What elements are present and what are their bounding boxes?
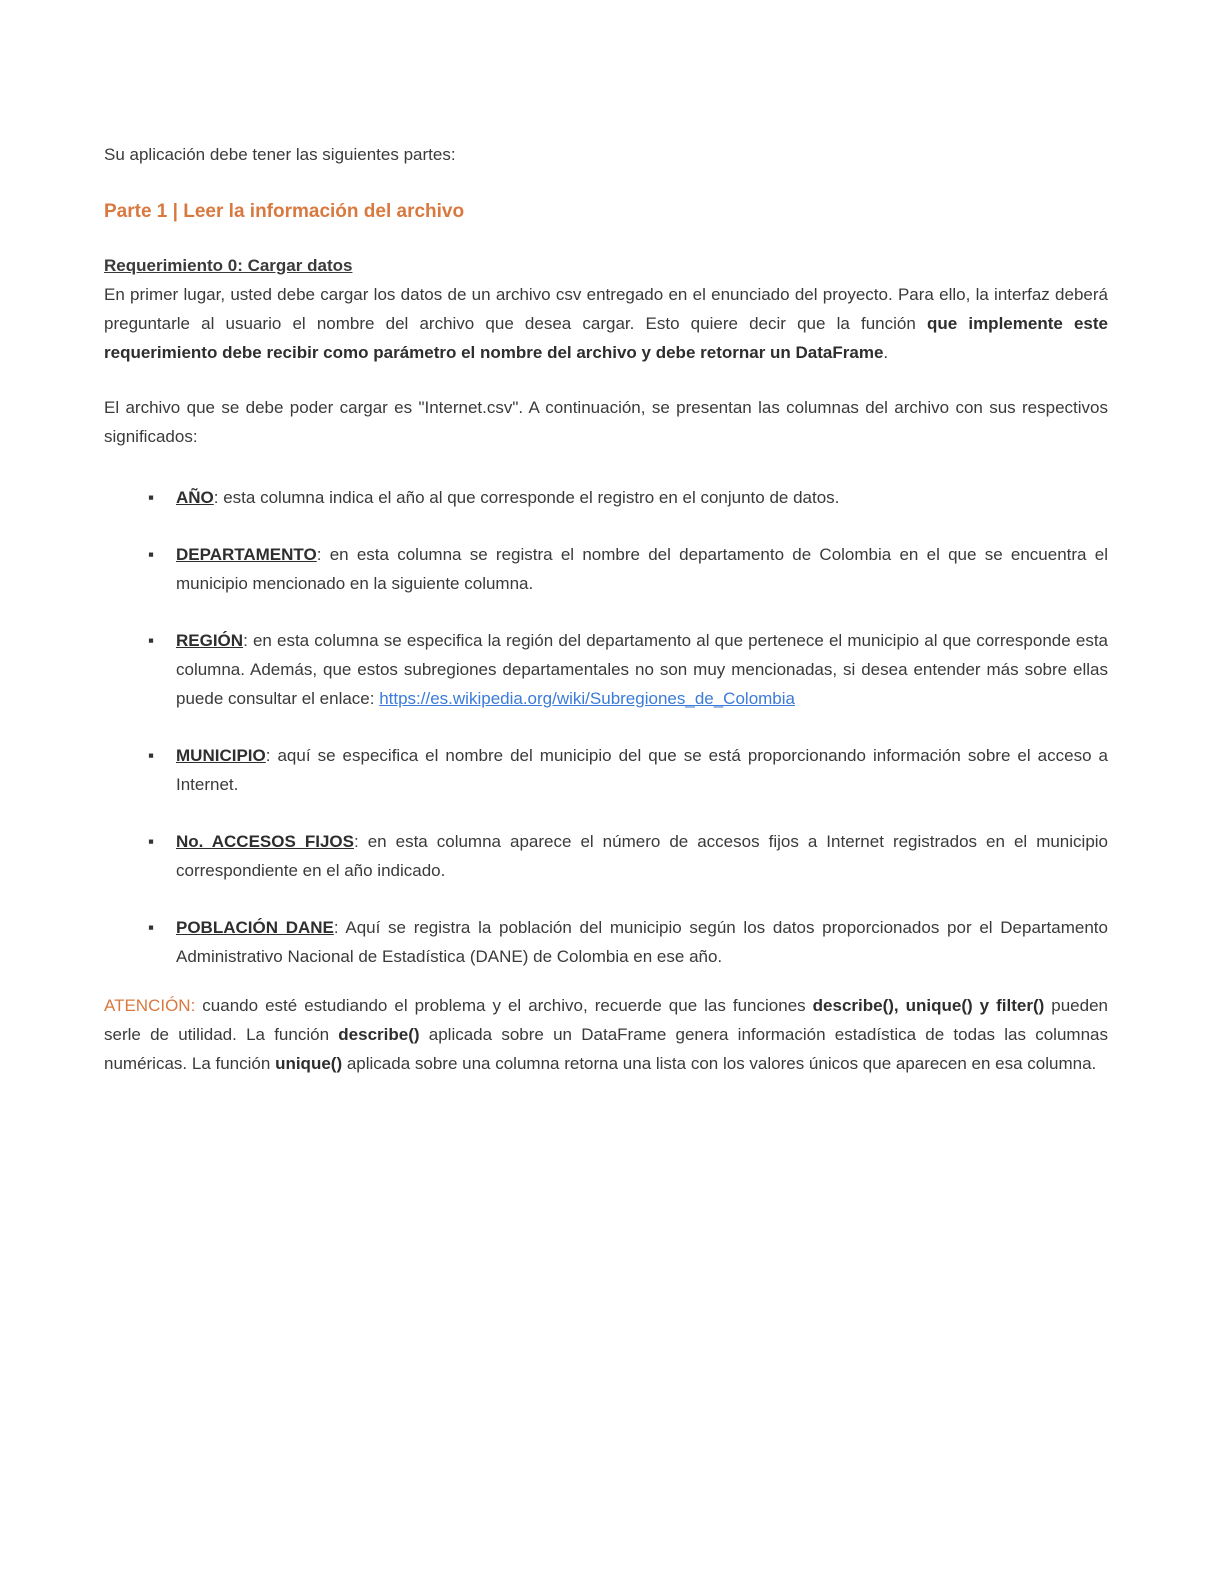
column-name: REGIÓN — [176, 631, 244, 650]
attention-label: ATENCIÓN: — [104, 996, 196, 1015]
function-unique: unique() — [275, 1054, 343, 1073]
list-item — [147, 741, 1108, 799]
requirement-text-part1: En primer lugar, usted debe cargar los datos de un archivo csv entregado en el enunciado del proyecto. Para ello, la interfaz deberá preguntarle al usuario el nombre del archivo que desea cargar. Esto quiere decir que la función — [104, 285, 1108, 333]
function-names: describe(), unique() y filter() — [812, 996, 1045, 1015]
list-item — [147, 626, 1108, 713]
function-describe: describe() — [338, 1025, 420, 1044]
column-name: DEPARTAMENTO — [176, 545, 317, 564]
column-list — [104, 483, 1108, 971]
subregions-link[interactable]: https://es.wikipedia.org/wiki/Subregiones_de_Colombia — [379, 689, 795, 708]
requirement-text-strong: que implemente este requerimiento debe recibir como parámetro el nombre del archivo y debe retornar un DataFrame — [104, 314, 1108, 362]
requirement-title: Requerimiento 0: Cargar datos — [104, 256, 353, 275]
attention-text: aplicada sobre una columna retorna una lista con los valores únicos que aparecen en esa columna. — [342, 1054, 1097, 1073]
attention-text: pueden serle de utilidad. La función — [104, 996, 1108, 1044]
document-page — [104, 140, 1108, 1078]
bullet-icon: ▪ — [147, 545, 155, 564]
bullet-icon: ▪ — [147, 832, 155, 851]
column-description: : en esta columna se especifica la región del departamento al que pertenece el municipio al que corresponde esta columna. Además, que estos subregiones departamentales no son muy mencionadas, si desea entender más sobre ellas puede consultar el enlace: — [176, 631, 1108, 708]
attention-paragraph — [104, 991, 1108, 1078]
list-item — [147, 540, 1108, 598]
column-description: : Aquí se registra la población del municipio según los datos proporcionados por el Departamento Administrativo Nacional de Estadística (DANE) de Colombia en ese año. — [176, 918, 1108, 966]
part1-heading: Parte 1 | Leer la información del archivo — [104, 201, 465, 222]
file-description: El archivo que se debe poder cargar es "Internet.csv". A continuación, se presentan las columnas del archivo con sus respectivos significados: — [104, 398, 1108, 446]
list-item — [147, 483, 1108, 512]
column-name: No. ACCESOS FIJOS — [176, 832, 354, 851]
column-description: : en esta columna aparece el número de accesos fijos a Internet registrados en el municipio correspondiente en el año indicado. — [176, 832, 1109, 880]
column-name: AÑO — [176, 488, 214, 507]
bullet-icon: ▪ — [147, 631, 155, 650]
column-description: : aquí se especifica el nombre del municipio del que se está proporcionando información sobre el acceso a Internet. — [176, 746, 1108, 794]
requirement-text — [104, 280, 1108, 367]
attention-text: cuando esté estudiando el problema y el archivo, recuerde que las funciones — [195, 996, 806, 1015]
requirement-text-part2: . — [883, 343, 889, 362]
bullet-icon: ▪ — [147, 488, 155, 507]
intro-text: Su aplicación debe tener las siguientes partes: — [104, 145, 456, 164]
column-description: : en esta columna se registra el nombre del departamento de Colombia en el que se encuentra el municipio mencionado en la siguiente columna. — [176, 545, 1108, 593]
list-item — [147, 827, 1109, 885]
attention-text: aplicada sobre un DataFrame genera información estadística de todas las columnas numéricas. La función — [104, 1025, 1108, 1073]
bullet-icon: ▪ — [147, 746, 155, 765]
bullet-icon: ▪ — [147, 918, 155, 937]
column-name: POBLACIÓN DANE — [176, 918, 334, 937]
column-description: : esta columna indica el año al que corresponde el registro en el conjunto de datos. — [213, 488, 840, 507]
list-item — [147, 913, 1108, 971]
column-name: MUNICIPIO — [176, 746, 266, 765]
